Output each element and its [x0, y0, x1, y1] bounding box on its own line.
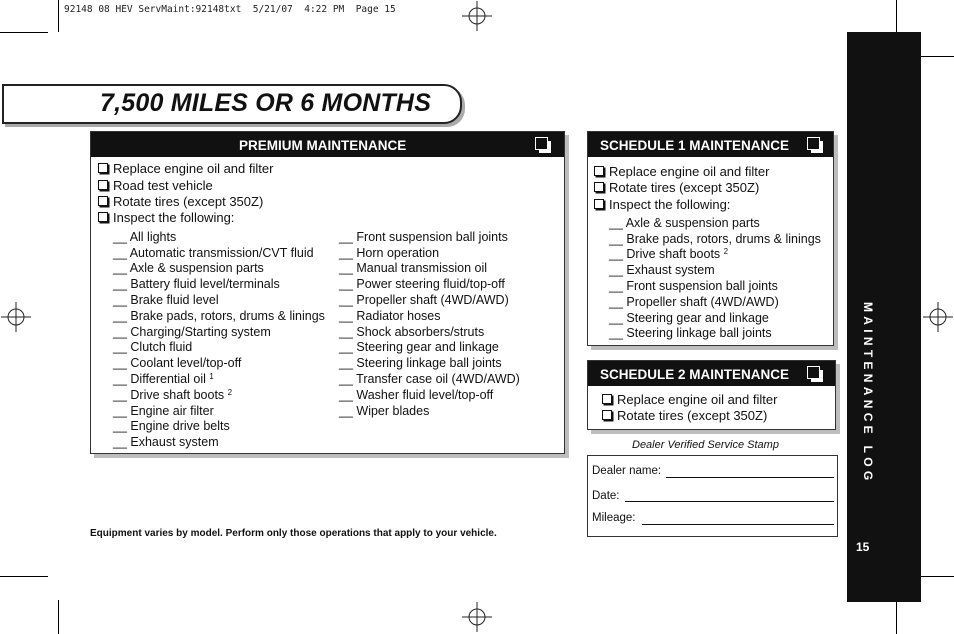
check-item: Rotate tires (except 350Z): [98, 194, 263, 209]
sidebar-tab: [847, 32, 921, 602]
list-item: __ Coolant level/top-off: [113, 356, 242, 370]
registration-mark-icon: [1, 302, 31, 332]
mileage-label: Mileage:: [592, 512, 636, 524]
list-item: __ Steering linkage ball joints: [339, 356, 502, 370]
check-item: Inspect the following:: [594, 197, 730, 212]
schedule2-maintenance-box: [587, 360, 836, 430]
list-item: __ Brake fluid level: [113, 293, 219, 307]
mileage-field[interactable]: [642, 524, 834, 525]
checkbox-icon[interactable]: [98, 196, 108, 206]
crop-mark: [896, 0, 897, 32]
schedule2-heading: SCHEDULE 2 MAINTENANCE: [600, 367, 790, 382]
premium-maintenance-box: [90, 131, 565, 454]
list-item: __ Steering linkage ball joints: [609, 326, 772, 340]
list-item: __ Steering gear and linkage: [339, 340, 499, 354]
dealer-name-label: Dealer name:: [592, 465, 662, 477]
list-item: __ Charging/Starting system: [113, 325, 271, 339]
list-item: __ Manual transmission oil: [339, 261, 487, 275]
list-item: __ Wiper blades: [339, 404, 430, 418]
footnote: Equipment varies by model. Perform only those operations that apply to your vehicle.: [90, 528, 497, 539]
crop-mark: [896, 600, 897, 634]
checkbox-icon[interactable]: [602, 410, 612, 420]
checkbox-icon[interactable]: [602, 394, 612, 404]
crop-mark: [58, 0, 59, 32]
premium-heading: PREMIUM MAINTENANCE: [239, 138, 407, 153]
checkbox-icon: [535, 137, 548, 150]
list-item: __ Drive shaft boots $^2$: [113, 388, 233, 402]
crop-mark: [0, 32, 48, 33]
list-item: __ Front suspension ball joints: [609, 279, 778, 293]
page-title: 7,500 MILES OR 6 MONTHS: [100, 89, 432, 117]
list-item: __ Transfer case oil (4WD/AWD): [339, 372, 520, 386]
checkbox-icon[interactable]: [594, 182, 604, 192]
checkbox-icon[interactable]: [98, 163, 108, 173]
print-header: 92148 08 HEV ServMaint:92148txt 5/21/07 4:22 PM Page 15: [64, 4, 396, 15]
list-item: __ Front suspension ball joints: [339, 230, 508, 244]
schedule1-maintenance-box: [587, 131, 834, 346]
list-item: __ Drive shaft boots $^2$: [609, 247, 729, 261]
list-item: __ Axle & suspension parts: [113, 261, 264, 275]
list-item: __ Shock absorbers/struts: [339, 325, 485, 339]
check-item: Replace engine oil and filter: [98, 161, 273, 176]
list-item: __ Washer fluid level/top-off: [339, 388, 494, 402]
list-item: __ Brake pads, rotors, drums & linings: [113, 309, 325, 323]
date-label: Date:: [592, 490, 620, 502]
date-field[interactable]: [625, 501, 834, 502]
checkbox-icon[interactable]: [594, 166, 604, 176]
crop-mark: [920, 56, 954, 57]
dealer-name-field[interactable]: [666, 477, 834, 478]
list-item: __ Engine air filter: [113, 404, 214, 418]
list-item: __ Power steering fluid/top-off: [339, 277, 505, 291]
schedule1-heading: SCHEDULE 1 MAINTENANCE: [600, 138, 790, 153]
sidebar-label: [861, 302, 875, 362]
check-item: Inspect the following:: [98, 210, 234, 225]
check-item: Replace engine oil and filter: [602, 392, 777, 407]
list-item: __ Battery fluid level/terminals: [113, 277, 280, 291]
dealer-stamp-box: [587, 455, 838, 537]
checkbox-icon: [807, 137, 820, 150]
list-item: __ Automatic transmission/CVT fluid: [113, 246, 314, 260]
list-item: __ All lights: [113, 230, 177, 244]
registration-mark-icon: [462, 602, 492, 632]
registration-mark-icon: [462, 1, 492, 31]
list-item: __ Steering gear and linkage: [609, 311, 769, 325]
list-item: __ Brake pads, rotors, drums & linings: [609, 232, 821, 246]
list-item: __ Exhaust system: [113, 435, 219, 449]
registration-mark-icon: [923, 302, 953, 332]
check-item: Rotate tires (except 350Z): [602, 408, 767, 423]
checkbox-icon[interactable]: [98, 212, 108, 222]
checkbox-icon: [807, 366, 820, 379]
list-item: __ Horn operation: [339, 246, 440, 260]
check-item: Replace engine oil and filter: [594, 164, 769, 179]
list-item: __ Differential oil $^1$: [113, 372, 214, 386]
list-item: __ Radiator hoses: [339, 309, 441, 323]
list-item: __ Axle & suspension parts: [609, 216, 760, 230]
check-item: Rotate tires (except 350Z): [594, 180, 759, 195]
page-number: 15: [856, 540, 870, 554]
list-item: __ Propeller shaft (4WD/AWD): [339, 293, 509, 307]
crop-mark: [920, 576, 954, 577]
dealer-stamp-label: Dealer Verified Service Stamp: [632, 439, 779, 451]
schedule1-heading-bar: [588, 132, 833, 157]
list-item: __ Exhaust system: [609, 263, 715, 277]
checkbox-icon[interactable]: [98, 180, 108, 190]
crop-mark: [0, 576, 48, 577]
list-item: __ Propeller shaft (4WD/AWD): [609, 295, 779, 309]
checkbox-icon[interactable]: [594, 199, 604, 209]
check-item: Road test vehicle: [98, 178, 213, 193]
list-item: __ Engine drive belts: [113, 419, 230, 433]
list-item: __ Clutch fluid: [113, 340, 193, 354]
premium-heading-bar: [91, 132, 564, 157]
crop-mark: [58, 600, 59, 634]
schedule2-heading-bar: [588, 361, 835, 386]
